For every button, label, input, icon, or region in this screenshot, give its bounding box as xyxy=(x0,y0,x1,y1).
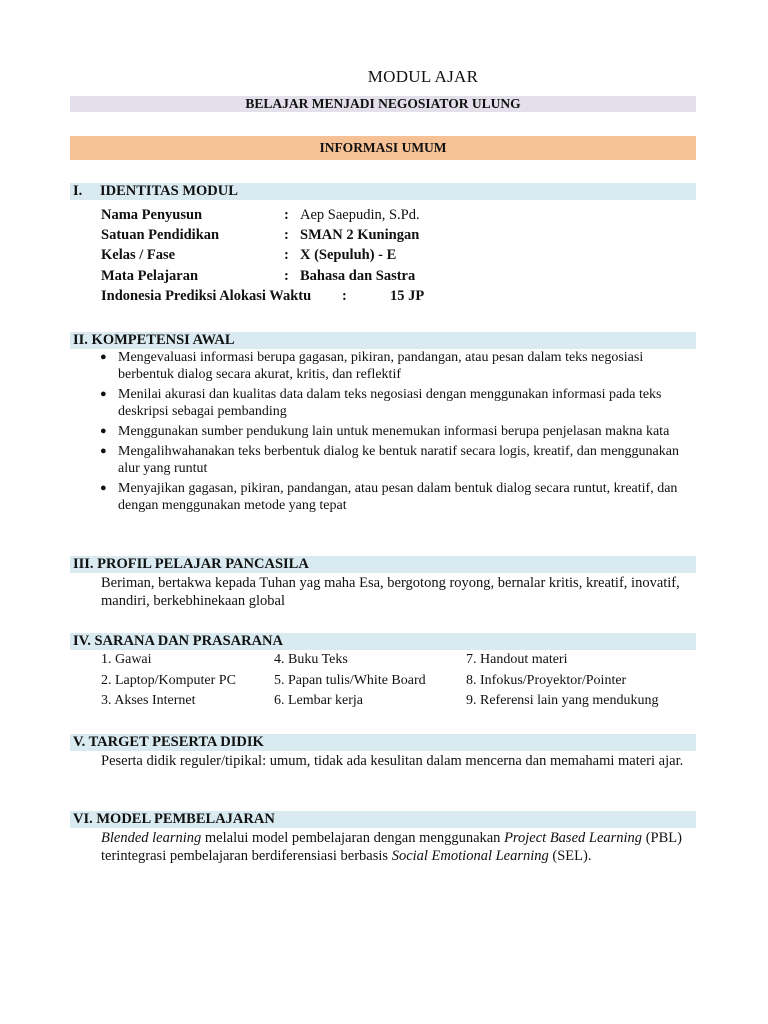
sarana-item: 5. Papan tulis/White Board xyxy=(274,673,426,688)
list-item-text: Mengalihwahanakan teks berbentuk dialog ke bentuk naratif secara logis, kreatif, dan menggunakan alur yang runtut xyxy=(118,444,679,476)
list-item xyxy=(70,443,696,477)
identity-colon: : xyxy=(284,268,289,284)
profil-text: Beriman, bertakwa kepada Tuhan yag maha Esa, bergotong royong, bernalar kritis, kreatif, inovatif, mandiri, berkebhinekaan global xyxy=(101,575,680,609)
section-number: I. xyxy=(73,183,83,199)
list-item-text: Menilai akurasi dan kualitas data dalam teks negosiasi dengan menggunakan informasi pada teks deskripsi sebagai pembanding xyxy=(118,387,662,419)
bullet-icon: ● xyxy=(100,388,107,400)
section-profil-header: III. PROFIL PELAJAR PANCASILA xyxy=(70,556,696,573)
target-text: Peserta didik reguler/tipikal: umum, tidak ada kesulitan dalam mencerna dan memahami materi ajar. xyxy=(101,753,684,769)
section-model-header: VI. MODEL PEMBELAJARAN xyxy=(70,811,696,828)
model-text-part: (PBL) terintegrasi pembelajaran berdiferensiasi berbasis xyxy=(101,830,682,864)
model-term: Blended learning xyxy=(101,830,202,846)
list-item xyxy=(70,349,696,383)
section-sarana-header: IV. SARANA DAN PRASARANA xyxy=(70,633,696,650)
sarana-item: 6. Lembar kerja xyxy=(274,693,364,708)
section-title: IDENTITAS MODUL xyxy=(100,183,238,199)
info-umum-banner: INFORMASI UMUM xyxy=(70,136,696,160)
model-text-part: melalui model pembelajaran dengan menggunakan xyxy=(201,830,505,846)
section-target-header: V. TARGET PESERTA DIDIK xyxy=(70,734,696,751)
identity-value: Bahasa dan Sastra xyxy=(300,268,416,284)
list-item-text: Mengevaluasi informasi berupa gagasan, pikiran, pandangan, atau pesan dalam teks negosiasi berbentuk dialog secara akurat, kritis, dan reflektif xyxy=(118,350,644,382)
identity-colon: : xyxy=(284,227,289,243)
section-kompetensi-header: II. KOMPETENSI AWAL xyxy=(70,332,696,349)
sarana-item: 3. Akses Internet xyxy=(101,693,196,708)
sarana-item: 2. Laptop/Komputer PC xyxy=(101,673,236,688)
bullet-icon: ● xyxy=(100,351,107,363)
list-item xyxy=(70,386,696,420)
identity-colon: : xyxy=(284,207,289,223)
identity-label: Indonesia Prediksi Alokasi Waktu xyxy=(101,288,312,304)
list-item-text: Menyajikan gagasan, pikiran, pandangan, atau pesan dalam bentuk dialog secara runtut, kreatif, dan dengan menggunakan metode yang tepat xyxy=(118,481,678,513)
bullet-icon: ● xyxy=(100,425,107,437)
kompetensi-list xyxy=(70,349,696,517)
model-term: Project Based Learning xyxy=(504,830,643,846)
model-text xyxy=(101,830,693,865)
model-text-part: (SEL). xyxy=(548,847,592,864)
list-item xyxy=(70,480,696,514)
module-title: MODUL AJAR xyxy=(367,67,479,86)
bullet-icon: ● xyxy=(100,482,107,494)
sarana-item: 1. Gawai xyxy=(101,652,152,667)
identity-value: Aep Saepudin, S.Pd. xyxy=(300,207,420,223)
identity-label: Kelas / Fase xyxy=(101,247,176,263)
section-identitas-header xyxy=(70,183,696,200)
module-subtitle: BELAJAR MENJADI NEGOSIATOR ULUNG xyxy=(70,96,696,112)
identity-value: 15 JP xyxy=(390,288,425,304)
sarana-item: 8. Infokus/Proyektor/Pointer xyxy=(466,673,627,688)
list-item-text: Menggunakan sumber pendukung lain untuk menemukan informasi berupa penjelasan makna kata xyxy=(118,424,670,439)
identity-value: X (Sepuluh) - E xyxy=(300,247,397,263)
list-item xyxy=(70,423,696,440)
identity-colon: : xyxy=(284,247,289,263)
model-term: Social Emotional Learning xyxy=(391,847,549,864)
identity-value: SMAN 2 Kuningan xyxy=(300,227,420,243)
sarana-item: 4. Buku Teks xyxy=(274,652,348,667)
identity-label: Nama Penyusun xyxy=(101,207,203,223)
bullet-icon: ● xyxy=(100,445,107,457)
identity-label: Satuan Pendidikan xyxy=(101,227,220,243)
identity-label: Mata Pelajaran xyxy=(101,268,199,284)
sarana-item: 7. Handout materi xyxy=(466,652,568,667)
identity-colon: : xyxy=(342,288,347,304)
sarana-item: 9. Referensi lain yang mendukung xyxy=(466,693,659,708)
